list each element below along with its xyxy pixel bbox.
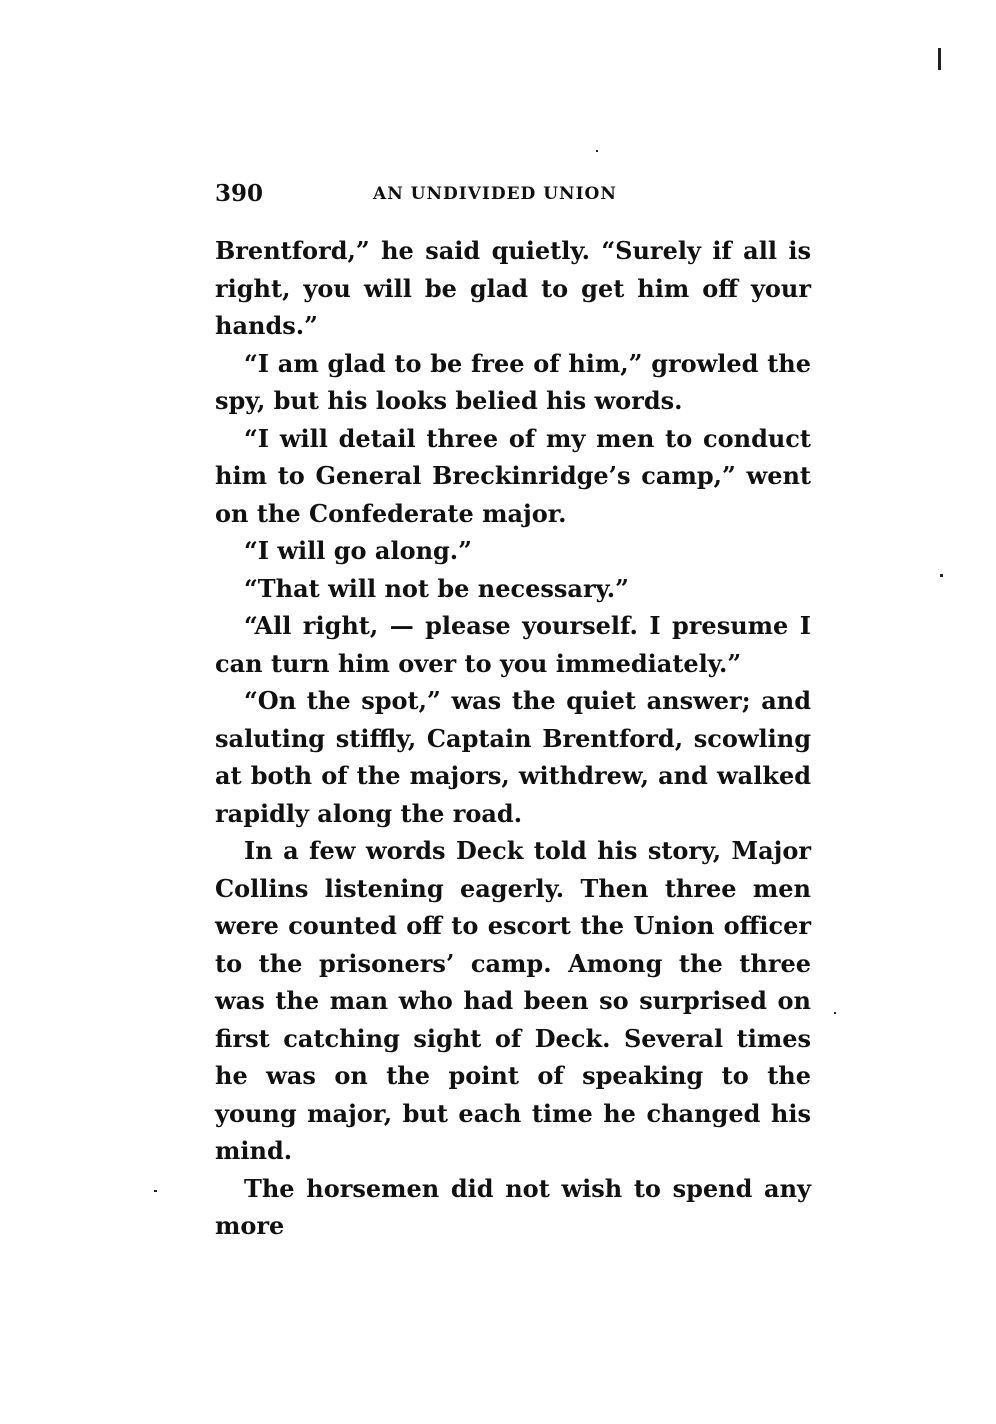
body-text — [215, 232, 811, 1245]
paragraph: “On the spot,” was the quiet answer; and saluting stiffly, Captain Brentford, scowling at both of the majors, withdrew, and walked rapidly along the road. — [215, 686, 811, 828]
running-title: AN UNDIVIDED UNION — [373, 184, 617, 204]
paragraph: “All right, — please yourself. I presume I can turn him over to you immediately.” — [215, 611, 811, 678]
scan-speck — [596, 150, 598, 152]
paragraph: In a few words Deck told his story, Major Collins listening eagerly. Then three men were counted off to escort the Union officer to the prisoners’ camp. Among the three was the man who had been so surprised on first catching sight of Deck. Several times he was on the point of speaking to the young major, but each time he changed his mind. — [215, 836, 811, 1165]
paragraph: Brentford,” he said quietly. “Surely if all is right, you will be glad to get him off your hands.” — [215, 236, 811, 340]
paragraph: “That will not be necessary.” — [244, 573, 629, 603]
paragraph: “I am glad to be free of him,” growled the spy, but his looks belied his words. — [215, 348, 811, 415]
paragraph: The horsemen did not wish to spend any more — [215, 1173, 811, 1240]
scan-speck — [940, 574, 943, 577]
paragraph: “I will detail three of my men to conduct him to General Breckinridge’s camp,” went on the Confederate major. — [215, 423, 811, 528]
page-header — [215, 180, 815, 214]
paragraph: “I will go along.” — [244, 536, 472, 565]
scan-mark-top-right — [938, 48, 941, 70]
scan-speck — [154, 1190, 157, 1192]
page-number: 390 — [215, 180, 264, 207]
scan-speck — [834, 1012, 836, 1014]
